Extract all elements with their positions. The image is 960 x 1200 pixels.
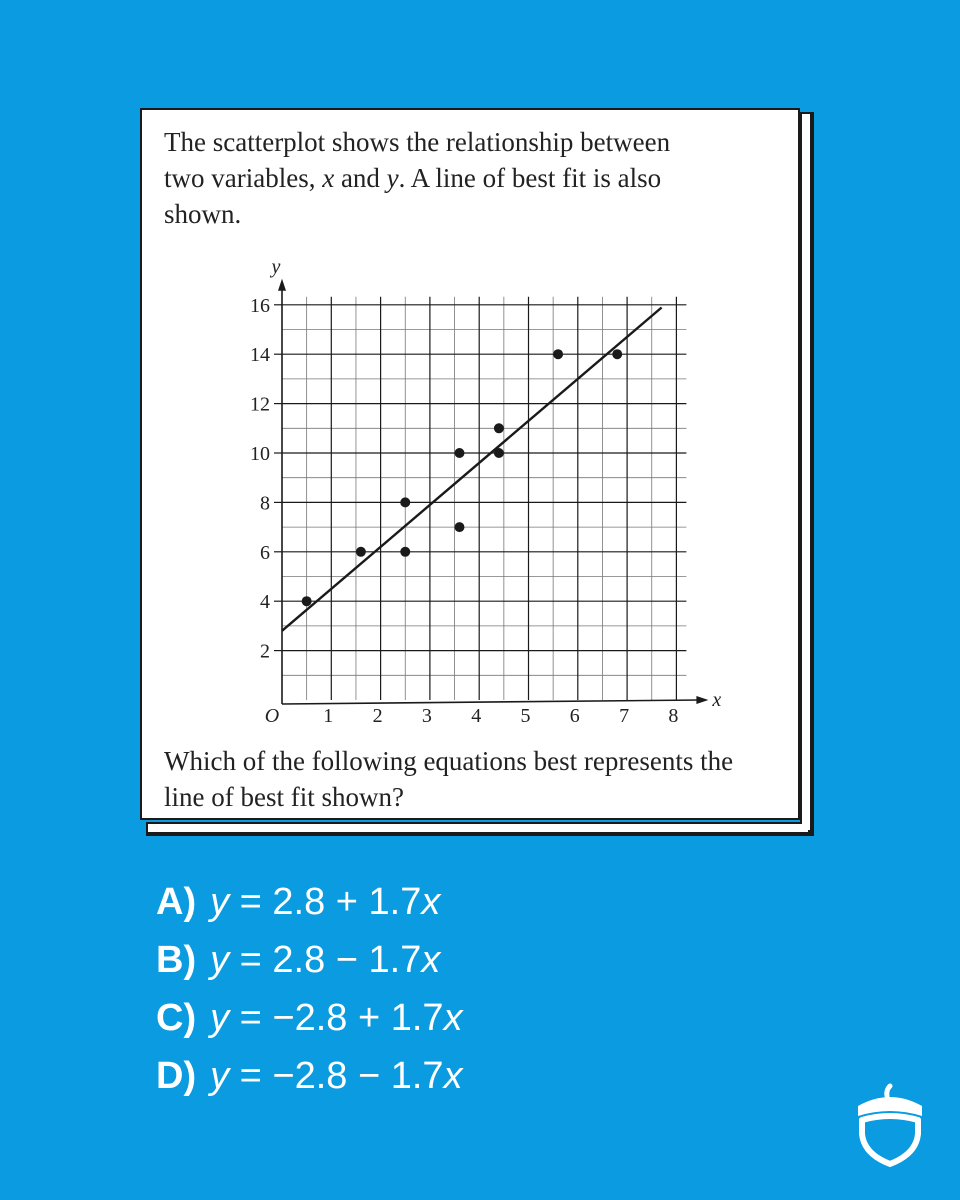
choice-letter: A) — [156, 881, 197, 923]
choice-var-x: x — [421, 881, 441, 923]
x-tick-label: 7 — [619, 705, 630, 727]
y-axis-arrow — [278, 279, 286, 291]
prompt-line-2: line of best fit shown? — [164, 782, 404, 812]
acorn-logo-icon — [852, 1082, 928, 1168]
x-axis-arrow — [696, 696, 708, 704]
x-tick-label: 5 — [520, 705, 531, 727]
choice-equation: = −2.8 + 1.7 — [229, 997, 444, 1039]
question-line-3: shown. — [164, 199, 242, 229]
data-point — [302, 596, 312, 606]
data-point — [494, 423, 504, 433]
choice-letter: B) — [156, 939, 197, 981]
choice-var-y: y — [210, 881, 230, 923]
answer-choices — [156, 876, 463, 1108]
choice-d[interactable] — [156, 1050, 463, 1108]
data-point — [454, 448, 464, 458]
choice-var-y: y — [210, 997, 230, 1039]
question-prompt — [164, 743, 794, 815]
choice-var-x: x — [443, 1055, 463, 1097]
x-axis-label: x — [712, 689, 722, 711]
y-tick-label: 10 — [250, 443, 270, 465]
prompt-line-1: Which of the following equations best represents the — [164, 746, 734, 776]
data-point — [494, 448, 504, 458]
x-tick-label: 1 — [323, 705, 334, 727]
x-axis — [282, 700, 700, 704]
y-tick-label: 16 — [250, 294, 270, 317]
best-fit-line — [282, 308, 662, 631]
y-tick-label: 14 — [250, 344, 270, 367]
choice-letter: D) — [156, 1055, 197, 1097]
data-point — [400, 497, 410, 507]
choice-equation: = 2.8 + 1.7 — [229, 881, 422, 923]
y-tick-label: 4 — [260, 591, 270, 614]
choice-c[interactable] — [156, 992, 463, 1050]
card-edge-bottom — [148, 824, 808, 832]
question-line-1: The scatterplot shows the relationship between — [164, 127, 671, 157]
y-tick-label: 2 — [260, 640, 270, 663]
choice-equation: = 2.8 − 1.7 — [229, 939, 422, 981]
x-tick-label: 2 — [372, 705, 383, 727]
card-edge-side — [802, 114, 810, 830]
data-point — [454, 522, 464, 532]
choice-equation: = −2.8 − 1.7 — [229, 1055, 444, 1097]
choice-b[interactable] — [156, 934, 463, 992]
y-axis-label: y — [271, 255, 281, 278]
data-point — [553, 349, 563, 359]
question-card — [140, 108, 800, 820]
y-tick-label: 12 — [250, 393, 270, 416]
choice-var-x: x — [421, 939, 441, 981]
x-tick-label: 8 — [668, 705, 679, 727]
scatterplot — [142, 110, 798, 818]
data-point — [356, 547, 366, 557]
x-tick-label: 4 — [471, 705, 482, 727]
data-point — [612, 349, 622, 359]
choice-var-y: y — [210, 939, 230, 981]
choice-a[interactable] — [156, 876, 463, 934]
x-tick-label: 6 — [569, 705, 580, 727]
question-var-y: y — [386, 163, 399, 193]
origin-label: O — [264, 705, 280, 727]
choice-var-y: y — [210, 1055, 230, 1097]
y-tick-label: 8 — [260, 492, 270, 515]
choice-letter: C) — [156, 997, 197, 1039]
question-var-x: x — [322, 163, 335, 193]
question-line-2b: and — [334, 163, 387, 193]
x-tick-label: 3 — [421, 705, 432, 727]
question-line-2c: . A line of best fit is also — [398, 163, 662, 193]
y-tick-label: 6 — [260, 541, 270, 564]
data-point — [400, 547, 410, 557]
question-line-2a: two variables, — [164, 163, 323, 193]
choice-var-x: x — [443, 997, 463, 1039]
